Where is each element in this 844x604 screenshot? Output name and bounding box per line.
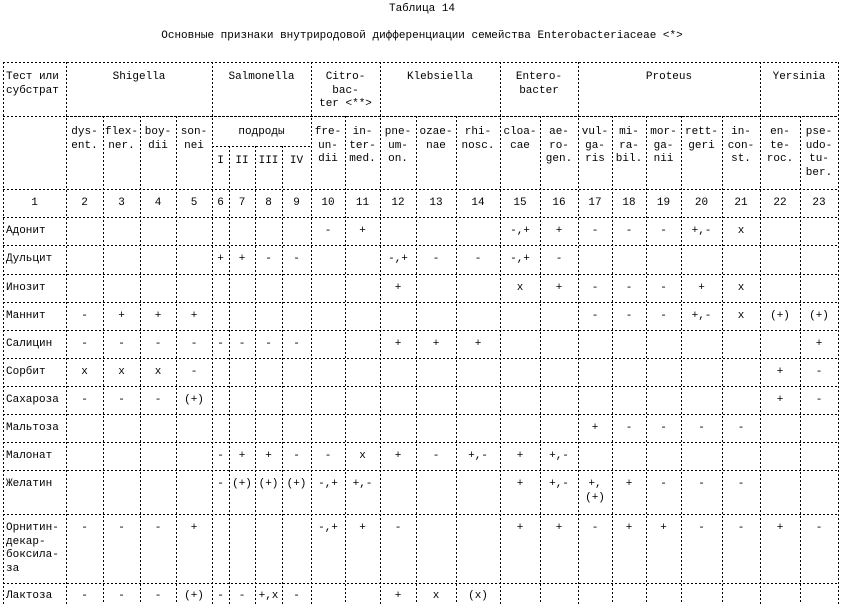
table-cell: -: [238, 590, 246, 602]
genus-header: Proteus: [645, 71, 693, 83]
table-cell: -: [698, 522, 705, 534]
column-number: 20: [694, 197, 709, 209]
row-label: Дульцит: [6, 253, 53, 265]
table-cell: -: [591, 282, 599, 294]
table-cell: -: [815, 522, 823, 534]
table-cell: -: [81, 310, 88, 322]
row-label: Орнитин- декар- боксила- за: [6, 522, 59, 575]
column-number: 3: [118, 197, 125, 209]
table-cell: -: [81, 338, 88, 350]
table-cell: (+): [809, 310, 829, 322]
table-cell: -: [737, 478, 745, 490]
table-cell: +,x: [258, 590, 279, 602]
table-cell: -: [118, 522, 125, 534]
table-cell: -: [293, 590, 300, 602]
table-cell: x: [81, 366, 88, 378]
table-cell: -: [660, 422, 667, 434]
column-number: 6: [217, 197, 224, 209]
column-number: 1: [31, 197, 38, 209]
table-cell: +,-: [691, 225, 712, 237]
species-header: cloa- cae: [503, 126, 537, 152]
subgenus-label: I: [217, 155, 224, 167]
column-number: 8: [265, 197, 272, 209]
table-cell: -: [660, 310, 667, 322]
table-cell: (+): [184, 394, 204, 406]
table-cell: +: [776, 522, 784, 534]
table-cell: +: [625, 478, 633, 490]
table-cell: -: [625, 282, 633, 294]
table-cell: (+): [770, 310, 790, 322]
column-number: 22: [773, 197, 787, 209]
test-substrate-header: Тест или субстрат: [6, 71, 59, 97]
table-cell: -: [698, 422, 705, 434]
table-cell: -: [432, 450, 440, 462]
table-cell: -: [118, 338, 125, 350]
table-cell: (+): [184, 590, 204, 602]
species-header: ae- ro- gen.: [545, 126, 573, 165]
table-cell: -: [154, 590, 162, 602]
subgenus-label: III: [258, 155, 279, 167]
table-cell: +: [154, 310, 162, 322]
genus-header: Shigella: [112, 71, 166, 83]
table-cell: -: [118, 394, 125, 406]
species-header: boy- dii: [144, 126, 172, 152]
row-label: Инозит: [6, 282, 46, 294]
table-cell: +: [815, 338, 823, 350]
table-subtitle: Основные признаки внутриродовой дифференциации семейства Enterobacteriaceae <*>: [161, 30, 683, 42]
row-label: Салицин: [6, 338, 53, 350]
column-number: 19: [656, 197, 671, 209]
column-number: 2: [81, 197, 88, 209]
table-cell: -,+: [510, 225, 530, 237]
row-label: Желатин: [6, 478, 53, 490]
table-cell: -: [660, 478, 667, 490]
table-cell: (+): [286, 478, 307, 490]
table-cell: +: [516, 478, 524, 490]
table-cell: -: [190, 338, 198, 350]
table-cell: -,+: [510, 253, 530, 265]
column-number: 23: [812, 197, 826, 209]
table-cell: +: [265, 450, 272, 462]
species-header: in- con- st.: [727, 126, 755, 165]
table-cell: (+): [258, 478, 279, 490]
table-cell: -: [154, 522, 162, 534]
table-cell: -,+: [318, 478, 338, 490]
table-cell: +: [591, 422, 599, 434]
table-cell: +: [394, 450, 402, 462]
table-cell: -: [625, 310, 633, 322]
table-cell: -: [217, 590, 224, 602]
table-cell: +, (+): [585, 478, 605, 504]
genus-header: Salmonella: [228, 71, 295, 83]
row-label: Сорбит: [6, 366, 46, 378]
genus-header: Klebsiella: [406, 71, 473, 83]
species-header: rhi- nosc.: [461, 126, 495, 152]
column-number: 15: [513, 197, 527, 209]
species-header: ozae- nae: [419, 126, 453, 152]
species-header: pne- um- on.: [384, 126, 412, 165]
table-cell: +: [698, 282, 705, 294]
table-cell: -: [591, 310, 599, 322]
column-number: 16: [552, 197, 566, 209]
table-cell: +: [394, 338, 402, 350]
column-number: 17: [588, 197, 602, 209]
table-cell: +: [394, 590, 402, 602]
table-cell: +,-: [549, 478, 569, 490]
column-number: 14: [471, 197, 485, 209]
species-header: en- te- roc.: [766, 126, 794, 165]
table-cell: +,-: [468, 450, 488, 462]
table-cell: +: [555, 225, 563, 237]
table-cell: +: [394, 282, 402, 294]
species-header: vul- ga- ris: [581, 126, 609, 165]
table-cell: -: [217, 338, 224, 350]
subgenus-label: II: [235, 155, 249, 167]
table-cell: -: [154, 394, 162, 406]
table-cell: -: [815, 394, 823, 406]
table-cell: x: [737, 282, 745, 294]
subgenus-header: подроды: [238, 126, 285, 138]
table-cell: -: [625, 422, 633, 434]
table-cell: -: [660, 225, 667, 237]
table-cell: x: [118, 366, 125, 378]
table-cell: (x): [468, 590, 488, 602]
row-label: Маннит: [6, 310, 46, 322]
table-cell: -: [190, 366, 198, 378]
table-cell: -: [81, 522, 88, 534]
table-cell: -: [737, 522, 745, 534]
table-cell: -: [815, 366, 823, 378]
genus-header: Citro- bac- ter <**>: [319, 71, 372, 110]
column-number: 9: [293, 197, 300, 209]
table-cell: -: [81, 590, 88, 602]
table-cell: -: [432, 253, 440, 265]
table-cell: +: [238, 450, 246, 462]
table-cell: -: [324, 450, 332, 462]
table-cell: -: [474, 253, 482, 265]
table-cell: +: [432, 338, 440, 350]
column-number: 12: [391, 197, 405, 209]
table-cell: -: [737, 422, 745, 434]
species-header: dys- ent.: [71, 126, 98, 152]
table-cell: -: [555, 253, 563, 265]
table-cell: x: [737, 310, 745, 322]
row-label: Мальтоза: [6, 422, 59, 434]
species-header: mi- ra- bil.: [615, 126, 643, 165]
table-cell: +: [359, 225, 366, 237]
column-number: 18: [622, 197, 636, 209]
column-number: 4: [154, 197, 162, 209]
species-header: in- ter- med.: [349, 126, 376, 165]
table-cell: -: [625, 225, 633, 237]
table-title: Таблица 14: [388, 3, 455, 15]
table-cell: x: [359, 450, 366, 462]
table-cell: +: [359, 522, 366, 534]
genus-header: Yersinia: [772, 71, 826, 83]
table-cell: +: [190, 310, 198, 322]
table-cell: +: [474, 338, 482, 350]
table-cell: +: [555, 282, 563, 294]
column-number: 13: [429, 197, 443, 209]
table-cell: -: [293, 253, 300, 265]
table-cell: +: [516, 522, 524, 534]
table-cell: -: [217, 478, 224, 490]
species-header: son- nei: [180, 126, 208, 152]
table-cell: +,-: [691, 310, 712, 322]
genus-header: Entero- bacter: [515, 71, 563, 97]
table-cell: +,-: [549, 450, 569, 462]
table-cell: -: [324, 225, 332, 237]
table-cell: x: [154, 366, 162, 378]
column-number: 11: [355, 197, 370, 209]
row-label: Адонит: [6, 225, 46, 237]
table-cell: -: [293, 450, 300, 462]
table-cell: -: [265, 338, 272, 350]
species-header: fre- un- dii: [314, 126, 342, 165]
table-cell: -: [81, 394, 88, 406]
table-cell: +: [238, 253, 246, 265]
subgenus-label: IV: [289, 155, 304, 167]
species-header: rett- geri: [684, 126, 718, 152]
row-label: Лактоза: [6, 590, 53, 602]
table-cell: -,+: [318, 522, 338, 534]
table-cell: -: [660, 282, 667, 294]
column-number: 21: [734, 197, 748, 209]
table-cell: -: [118, 590, 125, 602]
table-cell: -: [293, 338, 300, 350]
column-number: 10: [321, 197, 335, 209]
table-cell: +: [776, 366, 784, 378]
table-cell: -: [591, 225, 599, 237]
table-cell: +: [555, 522, 563, 534]
table-cell: -: [217, 450, 224, 462]
table-cell: x: [737, 225, 745, 237]
table-cell: -: [265, 253, 272, 265]
table-cell: -: [698, 478, 705, 490]
table-cell: -: [154, 338, 162, 350]
table-cell: +: [660, 522, 667, 534]
table-cell: -: [238, 338, 246, 350]
table-cell: +: [625, 522, 633, 534]
table-cell: +: [217, 253, 224, 265]
table-cell: +: [190, 522, 198, 534]
table-cell: (+): [232, 478, 252, 490]
table-cell: +: [516, 450, 524, 462]
table-cell: +: [118, 310, 125, 322]
table-cell: +: [776, 394, 784, 406]
table-cell: -,+: [388, 253, 408, 265]
species-header: pse- udo- tu- ber.: [805, 126, 833, 179]
row-label: Сахароза: [6, 394, 59, 406]
column-number: 7: [238, 197, 246, 209]
table-cell: -: [591, 522, 599, 534]
row-label: Малонат: [6, 450, 53, 462]
table-cell: +,-: [352, 478, 373, 490]
table-cell: x: [432, 590, 440, 602]
column-number: 5: [190, 197, 198, 209]
table-cell: -: [394, 522, 402, 534]
table-cell: x: [516, 282, 524, 294]
species-header: flex- ner.: [104, 126, 138, 152]
species-header: mor- ga- nii: [650, 126, 677, 165]
